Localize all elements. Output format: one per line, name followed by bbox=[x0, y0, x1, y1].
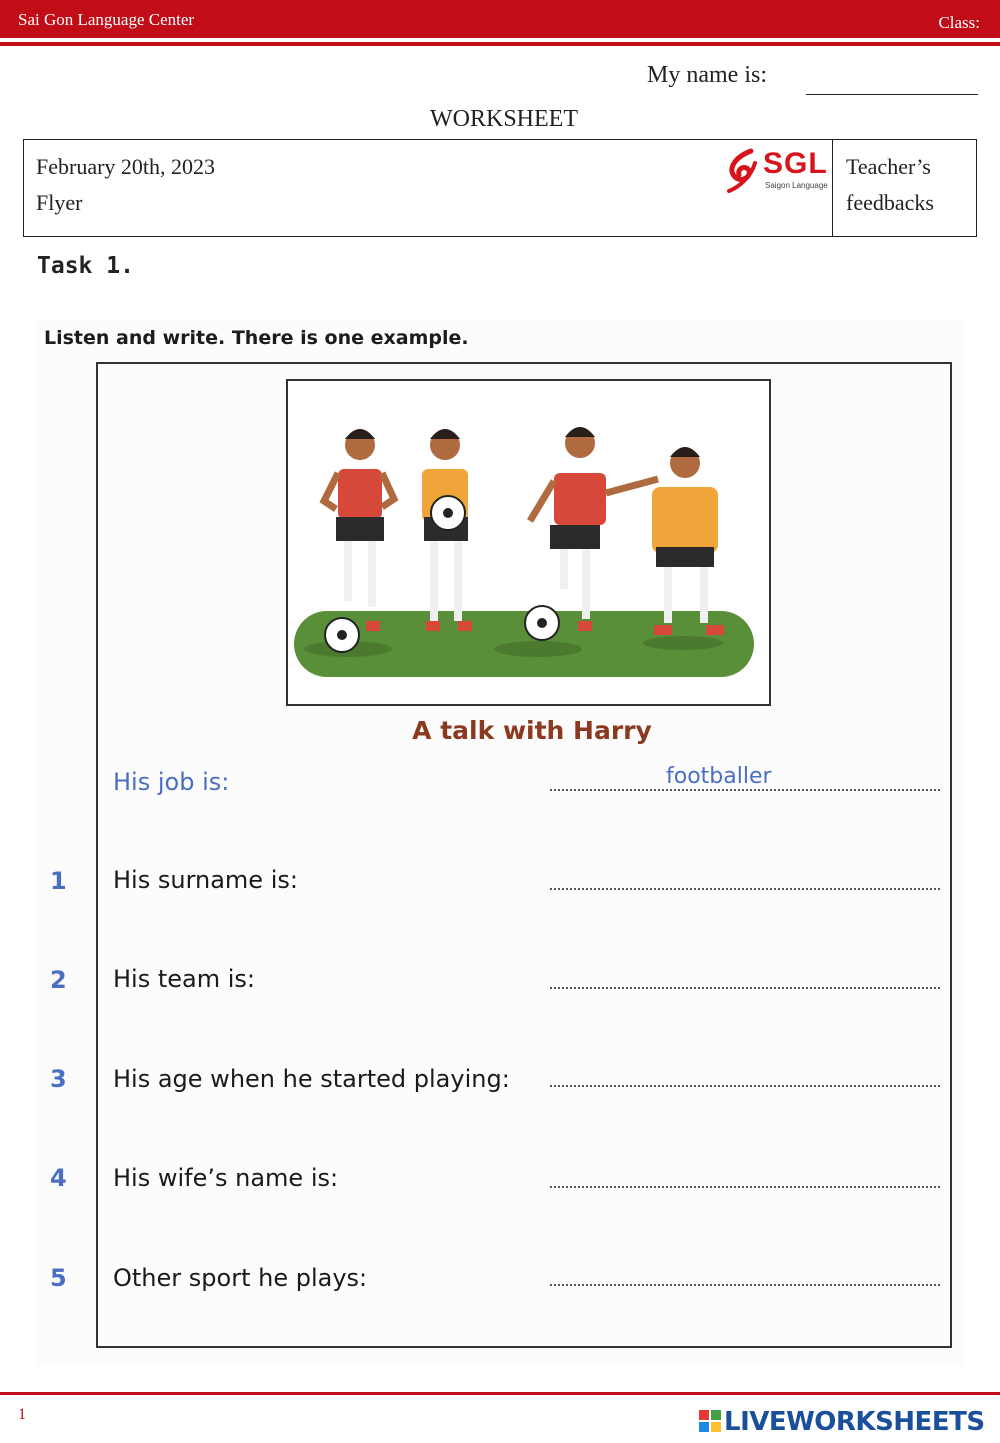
answer-field-4[interactable] bbox=[550, 1186, 940, 1188]
players-image bbox=[288, 381, 769, 704]
instruction-text: Listen and write. There is one example. bbox=[44, 327, 469, 349]
question-label-4: His wife’s name is: bbox=[113, 1164, 339, 1192]
worksheet-title: WORKSHEET bbox=[430, 106, 578, 132]
liveworksheets-brand: LIVEWORKSHEETS bbox=[724, 1407, 985, 1437]
question-label-2: His team is: bbox=[113, 965, 255, 993]
feedback-label-line1: Teacher’s bbox=[846, 154, 931, 179]
logo-subtext: Saigon Language bbox=[765, 181, 828, 190]
question-number-5: 5 bbox=[50, 1264, 67, 1292]
task-title: Task 1. bbox=[37, 253, 134, 279]
question-number-1: 1 bbox=[50, 867, 67, 895]
question-label-5: Other sport he plays: bbox=[113, 1264, 368, 1292]
my-name-label: My name is: bbox=[647, 62, 767, 88]
question-number-4: 4 bbox=[50, 1164, 67, 1192]
level-text: Flyer bbox=[36, 190, 83, 215]
question-number-2: 2 bbox=[50, 966, 67, 994]
question-label-1: His surname is: bbox=[113, 866, 298, 894]
player-3 bbox=[525, 427, 658, 640]
date-text: February 20th, 2023 bbox=[36, 154, 216, 179]
liveworksheets-cubes-icon bbox=[699, 1410, 723, 1434]
answer-field-1[interactable] bbox=[550, 888, 940, 890]
center-name: Sai Gon Language Center bbox=[18, 10, 195, 29]
class-label: Class: bbox=[938, 13, 980, 32]
header-bar bbox=[0, 0, 1000, 38]
example-label: His job is: bbox=[113, 768, 230, 796]
question-label-3: His age when he started playing: bbox=[113, 1065, 510, 1093]
footer-divider bbox=[0, 1392, 1000, 1395]
logo-text: SGL bbox=[763, 147, 828, 180]
info-box bbox=[23, 139, 977, 237]
feedback-divider bbox=[832, 140, 833, 236]
page-number: 1 bbox=[18, 1406, 26, 1423]
question-number-3: 3 bbox=[50, 1065, 67, 1093]
example-answer-line bbox=[550, 789, 940, 791]
feedback-label-line2: feedbacks bbox=[846, 190, 934, 215]
answer-field-5[interactable] bbox=[550, 1284, 940, 1286]
sgl-logo bbox=[721, 143, 831, 199]
section-title: A talk with Harry bbox=[412, 716, 652, 745]
answer-field-2[interactable] bbox=[550, 987, 940, 989]
example-answer: footballer bbox=[666, 764, 772, 789]
player-2 bbox=[422, 429, 472, 631]
header-divider bbox=[0, 42, 1000, 46]
football-players-illustration bbox=[286, 379, 771, 706]
player-4 bbox=[652, 447, 724, 635]
answer-field-3[interactable] bbox=[550, 1085, 940, 1087]
sgl-swirl-icon bbox=[721, 147, 765, 197]
name-blank-field[interactable] bbox=[806, 94, 978, 95]
